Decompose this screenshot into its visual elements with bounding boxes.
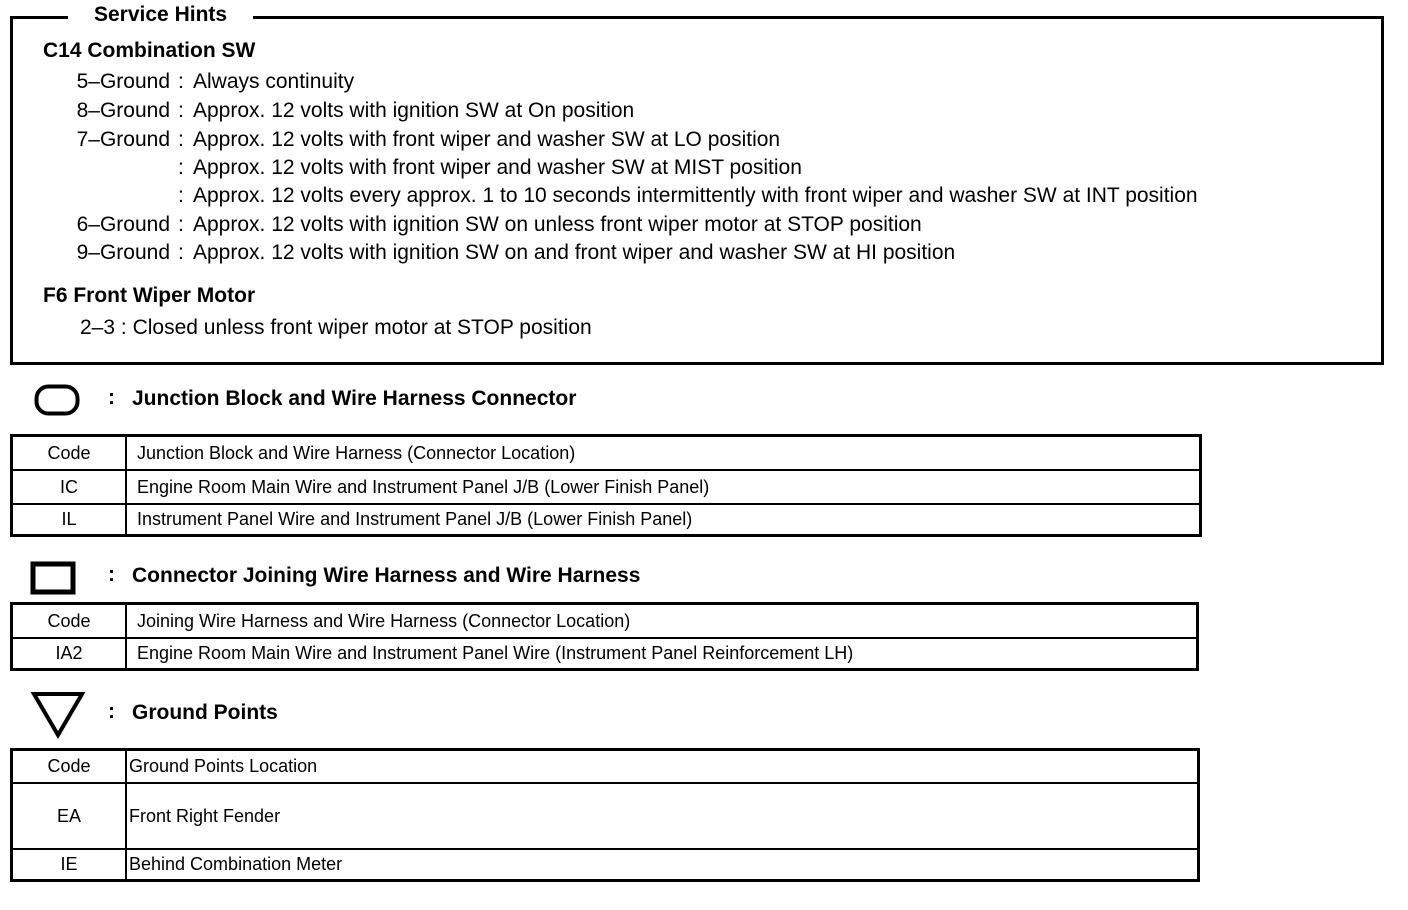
code-header: Code <box>12 750 127 783</box>
hint-text: Closed unless front wiper motor at STOP position <box>132 316 592 339</box>
square-icon <box>30 561 76 595</box>
code-cell: EA <box>12 783 127 849</box>
table-header-row <box>12 750 1199 783</box>
connector-joining-table <box>10 602 1199 671</box>
junction-block-table <box>10 434 1202 537</box>
code-cell: IE <box>12 849 127 881</box>
section-heading-c14: C14 Combination SW <box>43 39 256 62</box>
rounded-rect-icon <box>34 384 80 416</box>
hint-text: Approx. 12 volts with ignition SW on and front wiper and washer SW at HI position <box>193 241 956 264</box>
hint-colon: : <box>178 128 184 151</box>
junction-block-heading: Junction Block and Wire Harness Connector <box>132 387 577 410</box>
code-cell: IC <box>12 470 127 504</box>
desc-header: Junction Block and Wire Harness (Connector Location) <box>126 436 1201 470</box>
hint-text: Approx. 12 volts with front wiper and washer SW at LO position <box>193 128 781 151</box>
legend-colon: : <box>108 700 115 723</box>
hint-text: Always continuity <box>193 70 355 93</box>
table-row <box>12 504 1201 536</box>
desc-cell: Engine Room Main Wire and Instrument Panel J/B (Lower Finish Panel) <box>126 470 1201 504</box>
code-header: Code <box>12 604 127 638</box>
hint-text: Approx. 12 volts with ignition SW on unless front wiper motor at STOP position <box>193 213 922 236</box>
hint-colon: : <box>178 184 184 207</box>
table-row <box>12 638 1198 670</box>
hint-colon: : <box>178 156 184 179</box>
desc-header: Joining Wire Harness and Wire Harness (Connector Location) <box>126 604 1198 638</box>
hint-text: Approx. 12 volts with front wiper and washer SW at MIST position <box>193 156 802 179</box>
ground-points-heading: Ground Points <box>132 701 278 724</box>
hint-pin: 9–Ground <box>76 241 170 264</box>
desc-cell: Behind Combination Meter <box>126 849 1199 881</box>
triangle-down-icon <box>30 690 86 740</box>
hint-pin: 7–Ground <box>76 128 170 151</box>
hint-colon: : <box>178 99 184 122</box>
desc-cell: Front Right Fender <box>126 783 1199 849</box>
table-row <box>12 470 1201 504</box>
legend-colon: : <box>108 386 115 409</box>
section-heading-f6: F6 Front Wiper Motor <box>43 284 256 307</box>
table-row <box>12 783 1199 849</box>
hint-pin: 2–3 <box>80 316 116 339</box>
table-header-row <box>12 436 1201 470</box>
hint-pin: 6–Ground <box>76 213 170 236</box>
code-header: Code <box>12 436 127 470</box>
hint-colon: : <box>178 213 184 236</box>
ground-points-table <box>10 748 1200 882</box>
desc-cell: Engine Room Main Wire and Instrument Panel Wire (Instrument Panel Reinforcement LH) <box>126 638 1198 670</box>
code-cell: IL <box>12 504 127 536</box>
hint-colon: : <box>120 316 127 339</box>
hint-pin: 8–Ground <box>76 99 170 122</box>
table-row <box>12 849 1199 881</box>
legend-colon: : <box>108 563 115 586</box>
hint-pin: 5–Ground <box>76 70 170 93</box>
connector-joining-heading: Connector Joining Wire Harness and Wire Harness <box>132 564 641 587</box>
code-cell: IA2 <box>12 638 127 670</box>
hint-text: Approx. 12 volts with ignition SW at On position <box>193 99 635 122</box>
table-header-row <box>12 604 1198 638</box>
hint-row <box>80 314 592 342</box>
service-hints-title: Service Hints <box>68 2 253 28</box>
hint-colon: : <box>178 241 184 264</box>
hint-text: Approx. 12 volts every approx. 1 to 10 seconds intermittently with front wiper and washer SW at INT position <box>193 184 1198 207</box>
desc-header: Ground Points Location <box>126 750 1199 783</box>
desc-cell: Instrument Panel Wire and Instrument Panel J/B (Lower Finish Panel) <box>126 504 1201 536</box>
hint-colon: : <box>178 70 184 93</box>
